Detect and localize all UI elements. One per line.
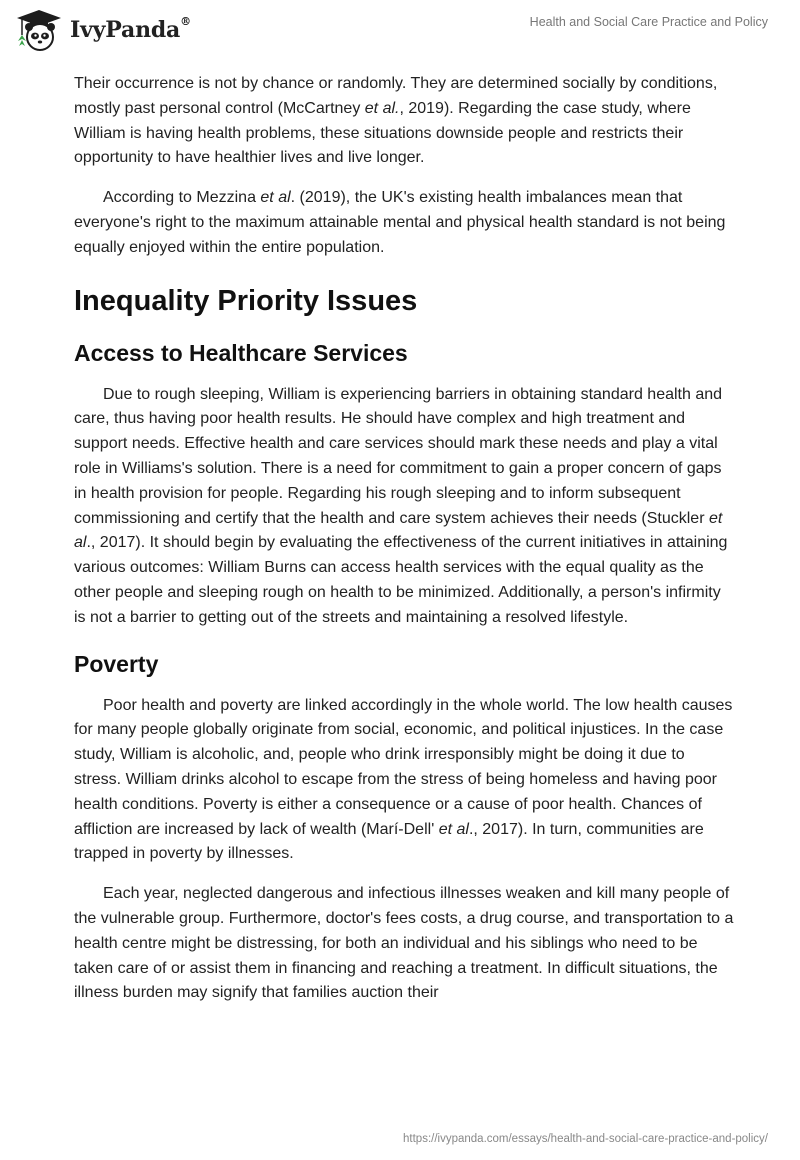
paragraph: Each year, neglected dangerous and infectious illnesses weaken and kill many people of the vulnerable group. Furthermore, doctor's fees costs, a drug course, and transportation to a health centre might be distressing, for both an individual and his siblings who need to be taken care of or assist them in financing and reaching a treatment. In difficult situations, the illness burden may signify that families auction their — [74, 885, 734, 1002]
article-body — [74, 72, 734, 1006]
logo-wordmark: IvyPanda® — [70, 14, 191, 43]
panda-graduate-icon — [14, 8, 64, 52]
paragraph: Their occurrence is not by chance or randomly. They are determined socially by conditions, mostly past personal control (McCartney et al., 2019). Regarding the case study, where William is having health problems, these situations downside people and restricts their opportunity to have healthier lives and live longer. — [74, 75, 718, 167]
paragraph: Due to rough sleeping, William is experiencing barriers in obtaining standard health and care, thus having poor health results. He should have complex and high treatment and support needs. Effective health and care services should mark these needs and play a vital role in Williams's solution. There is a need for commitment to gain a proper concern of gaps in health provision for people. Regarding his rough sleeping and to inform subsequent commissioning and certify that the health and care system achieves their needs (Stuckler et al., 2017). It should begin by evaluating the effectiveness of the current initiatives in attaining various outcomes: William Burns can access health services with the equal quality as the other people and sleeping rough on health to be minimized. Additionally, a person's infirmity is not a barrier to getting out of the streets and maintaining a resolved lifestyle. — [74, 385, 728, 626]
section-heading-inequality: Inequality Priority Issues — [74, 284, 418, 317]
document-title: Health and Social Care Practice and Policy — [529, 15, 768, 29]
paragraph: According to Mezzina et al. (2019), the UK's existing health imbalances mean that everyone's right to the maximum attainable mental and physical health standard is not being equally enjoyed within the entire population. — [74, 189, 726, 256]
ivypanda-logo[interactable] — [14, 8, 191, 52]
source-url[interactable]: https://ivypanda.com/essays/health-and-social-care-practice-and-policy/ — [403, 1133, 768, 1145]
subsection-heading-access: Access to Healthcare Services — [74, 339, 408, 366]
page-header — [0, 0, 800, 70]
paragraph: Poor health and poverty are linked accordingly in the whole world. The low health causes for many people globally originate from social, economic, and political injustices. In the case study, William is alcoholic, and, people who drink irresponsibly might be doing it due to stress. William drinks alcohol to escape from the stress of being homeless and having poor health conditions. Poverty is either a consequence or a cause of poor health. Chances of affliction are increased by lack of wealth (Marí-Dell' et al., 2017). In turn, communities are trapped in poverty by illnesses. — [74, 696, 733, 863]
subsection-heading-poverty: Poverty — [74, 650, 159, 677]
